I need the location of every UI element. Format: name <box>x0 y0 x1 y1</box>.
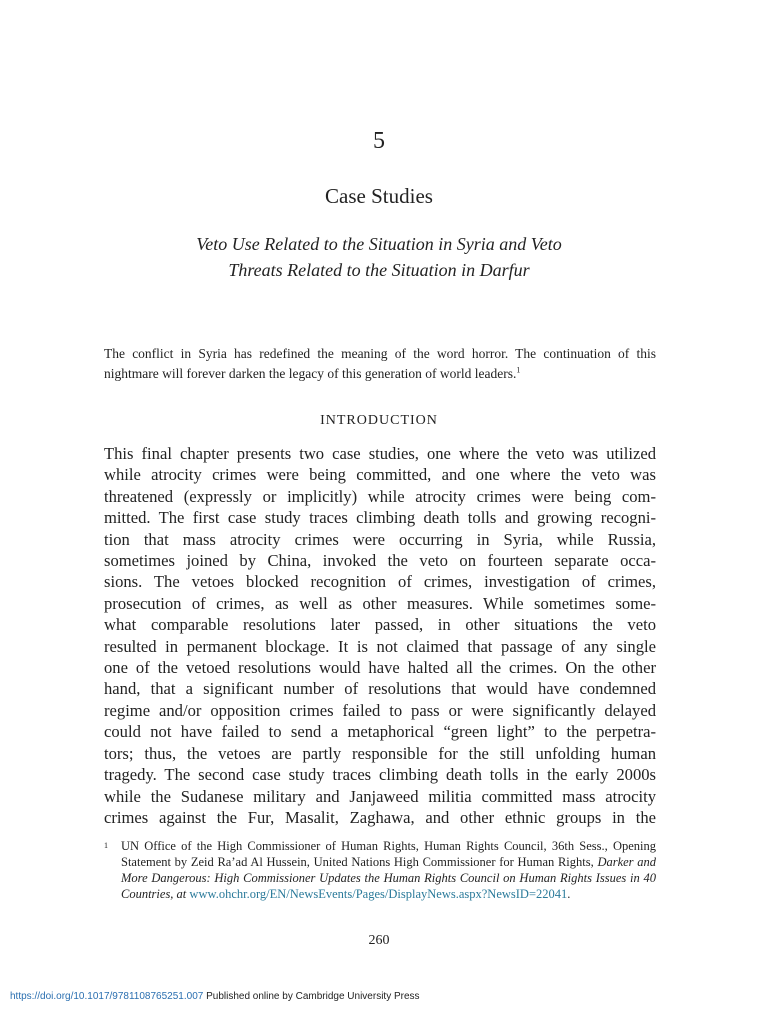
doi-link[interactable]: https://doi.org/10.1017/9781108765251.007 <box>10 991 204 1002</box>
body-line: threatened (expressly or implicitly) while atrocity crimes were being com- <box>104 486 656 506</box>
body-line: hand, that a significant number of resolutions that would have condemned <box>104 679 656 699</box>
body-line: sions. The vetoes blocked recognition of crimes, investigation of crimes, <box>104 572 656 592</box>
body-line: while atrocity crimes were being committed, and one where the veto was <box>104 465 656 485</box>
footnote-trailing: . <box>567 887 571 901</box>
body-line: tion that mass atrocity crimes were occurring in Syria, while Russia, <box>104 529 656 549</box>
doi-footer-text: Published online by Cambridge University Press <box>203 991 420 1002</box>
epigraph <box>104 344 656 384</box>
body-line: while the Sudanese military and Janjaweed militia committed mass atrocity <box>104 786 656 806</box>
chapter-title: Case Studies <box>325 184 433 208</box>
chapter-number: 5 <box>373 128 385 154</box>
body-line: regime and/or opposition crimes failed to pass or were significantly delayed <box>104 700 656 720</box>
doi-footer <box>10 991 420 1002</box>
body-line: This final chapter presents two case studies, one where the veto was utilized <box>104 444 656 463</box>
body-line: sometimes joined by China, invoked the veto on fourteen separate occa- <box>104 551 656 571</box>
page-number: 260 <box>368 933 390 948</box>
footnote-marker: 1 <box>104 841 108 850</box>
footnotes <box>104 838 656 902</box>
body-line: could not have failed to send a metaphorical “green light” to the perpetra- <box>104 722 656 742</box>
footnote-1 <box>104 838 656 902</box>
chapter-subtitle-line: Threats Related to the Situation in Darfur <box>228 260 530 280</box>
body-line: tragedy. The second case study traces climbing death tolls in the early 2000s <box>104 765 656 785</box>
footnote-italic-title: Darker and More Dangerous: High Commissioner Updates the Human Rights Council on Human Rights Issues in 40 Countries, at <box>121 855 656 901</box>
epigraph-text: The conflict in Syria has redefined the meaning of the word horror. The continuation of this nightmare will forever darken the legacy of this generation of world leaders. <box>104 346 656 381</box>
body-line: crimes against the Fur, Masalit, Zaghawa, and other ethnic groups in the <box>104 807 656 827</box>
body-line: mitted. The first case study traces climbing death tolls and growing recogni- <box>104 508 656 528</box>
body-paragraph <box>104 443 656 828</box>
chapter-subtitle-line: Veto Use Related to the Situation in Syria and Veto <box>196 234 562 254</box>
body-line: one of the vetoed resolutions would have halted all the crimes. On the other <box>104 658 656 678</box>
section-heading: INTRODUCTION <box>320 413 438 428</box>
body-line: resulted in permanent blockage. It is not claimed that passage of any single <box>104 636 656 656</box>
body-line: tors; thus, the vetoes are partly responsible for the still unfolding human <box>104 743 656 763</box>
footnote-text: UN Office of the High Commissioner of Human Rights, Human Rights Council, 36th Sess., Opening Statement by Zeid Ra’ad Al Hussein, United Nations High Commissioner for Human Rights, <box>121 839 656 869</box>
body-line: prosecution of crimes, as well as other measures. While sometimes some- <box>104 593 656 613</box>
footnote-reference[interactable]: 1 <box>516 365 521 375</box>
footnote-link[interactable]: www.ohchr.org/EN/NewsEvents/Pages/DisplayNews.aspx?NewsID=22041 <box>189 887 568 901</box>
chapter-subtitle <box>0 231 758 283</box>
body-line: what comparable resolutions later passed, in other situations the veto <box>104 615 656 635</box>
